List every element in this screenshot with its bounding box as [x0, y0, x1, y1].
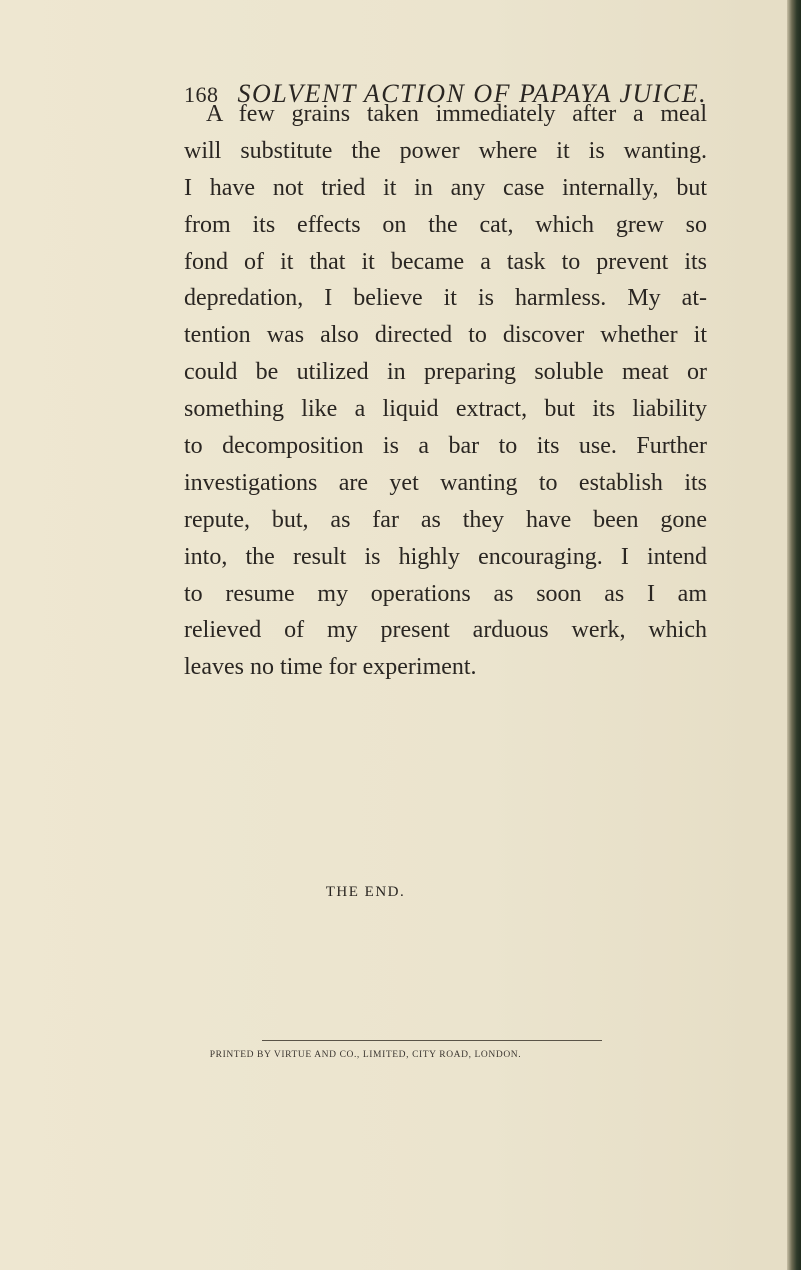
text-line: repute, but, as far as they have been gone — [184, 506, 707, 533]
printer-imprint: PRINTED BY VIRTUE AND CO., LIMITED, CITY ROAD, LONDON. — [209, 1050, 522, 1060]
body-paragraph — [184, 96, 707, 686]
book-spine-edge — [787, 0, 801, 1270]
text-line: something like a liquid extract, but its liability — [184, 396, 707, 423]
text-line: depredation, I believe it is harmless. My at- — [184, 285, 707, 312]
text-line: will substitute the power where it is wanting. — [184, 137, 707, 164]
running-title: SOLVENT ACTION OF PAPAYA JUICE. — [237, 79, 708, 108]
text-line: I have not tried it in any case internally, but — [184, 174, 707, 201]
text-line: from its effects on the cat, which grew so — [184, 211, 707, 238]
text-line: could be utilized in preparing soluble meat or — [184, 359, 707, 386]
text-line: investigations are yet wanting to establish its — [184, 469, 707, 496]
the-end-mark: THE END. — [325, 884, 406, 900]
text-line: leaves no time for experiment. — [184, 654, 477, 681]
text-line: to decomposition is a bar to its use. Further — [184, 433, 707, 460]
text-line: relieved of my present arduous werk, which — [184, 617, 707, 644]
text-line: tention was also directed to discover whether it — [184, 322, 707, 349]
page-number: 168 — [184, 82, 219, 107]
text-line: into, the result is highly encouraging. I intend — [184, 543, 707, 570]
text-line: fond of it that it became a task to prevent its — [184, 248, 707, 275]
text-line: to resume my operations as soon as I am — [184, 580, 707, 607]
text-line: A few grains taken immediately after a meal — [206, 101, 707, 127]
imprint-rule — [262, 1040, 602, 1041]
